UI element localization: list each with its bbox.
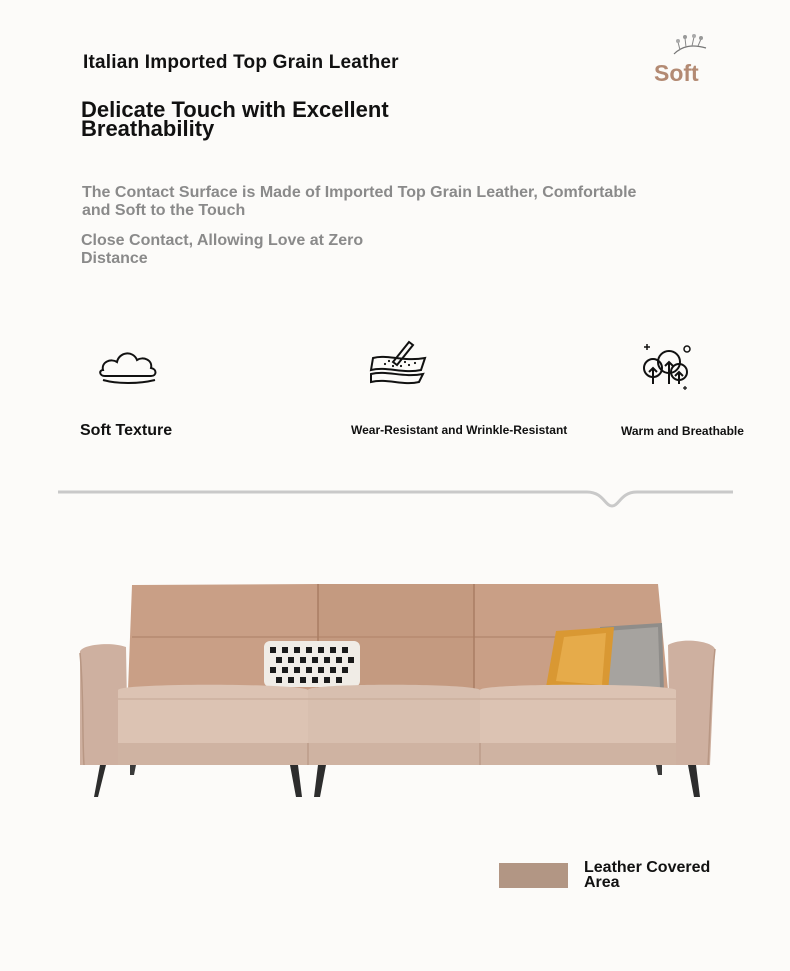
brand-badge xyxy=(640,30,720,90)
branch-icon xyxy=(670,32,710,62)
sofa-illustration xyxy=(70,575,725,805)
feature-label-breathable: Warm and Breathable xyxy=(621,424,744,438)
feature-label-wear-resistant: Wear-Resistant and Wrinkle-Resistant xyxy=(351,423,568,437)
page-headline: Delicate Touch with Excellent Breathability xyxy=(81,97,389,141)
description-paragraph-2: Close Contact, Allowing Love at Zero Distance xyxy=(81,232,364,267)
cloud-icon xyxy=(95,338,165,398)
feature-label-soft-texture: Soft Texture xyxy=(80,422,173,439)
brand-word: Soft xyxy=(654,60,699,86)
legend-label: Leather Covered Area xyxy=(584,859,711,891)
breathable-trees-icon xyxy=(637,338,707,398)
leather-color-swatch xyxy=(499,863,568,888)
page-subtitle: Italian Imported Top Grain Leather xyxy=(83,52,399,73)
leather-layers-icon xyxy=(363,336,433,396)
description-paragraph-1: The Contact Surface is Made of Imported Top Grain Leather, Comfortable and Soft to the Touch xyxy=(82,184,637,219)
section-divider xyxy=(55,478,740,518)
